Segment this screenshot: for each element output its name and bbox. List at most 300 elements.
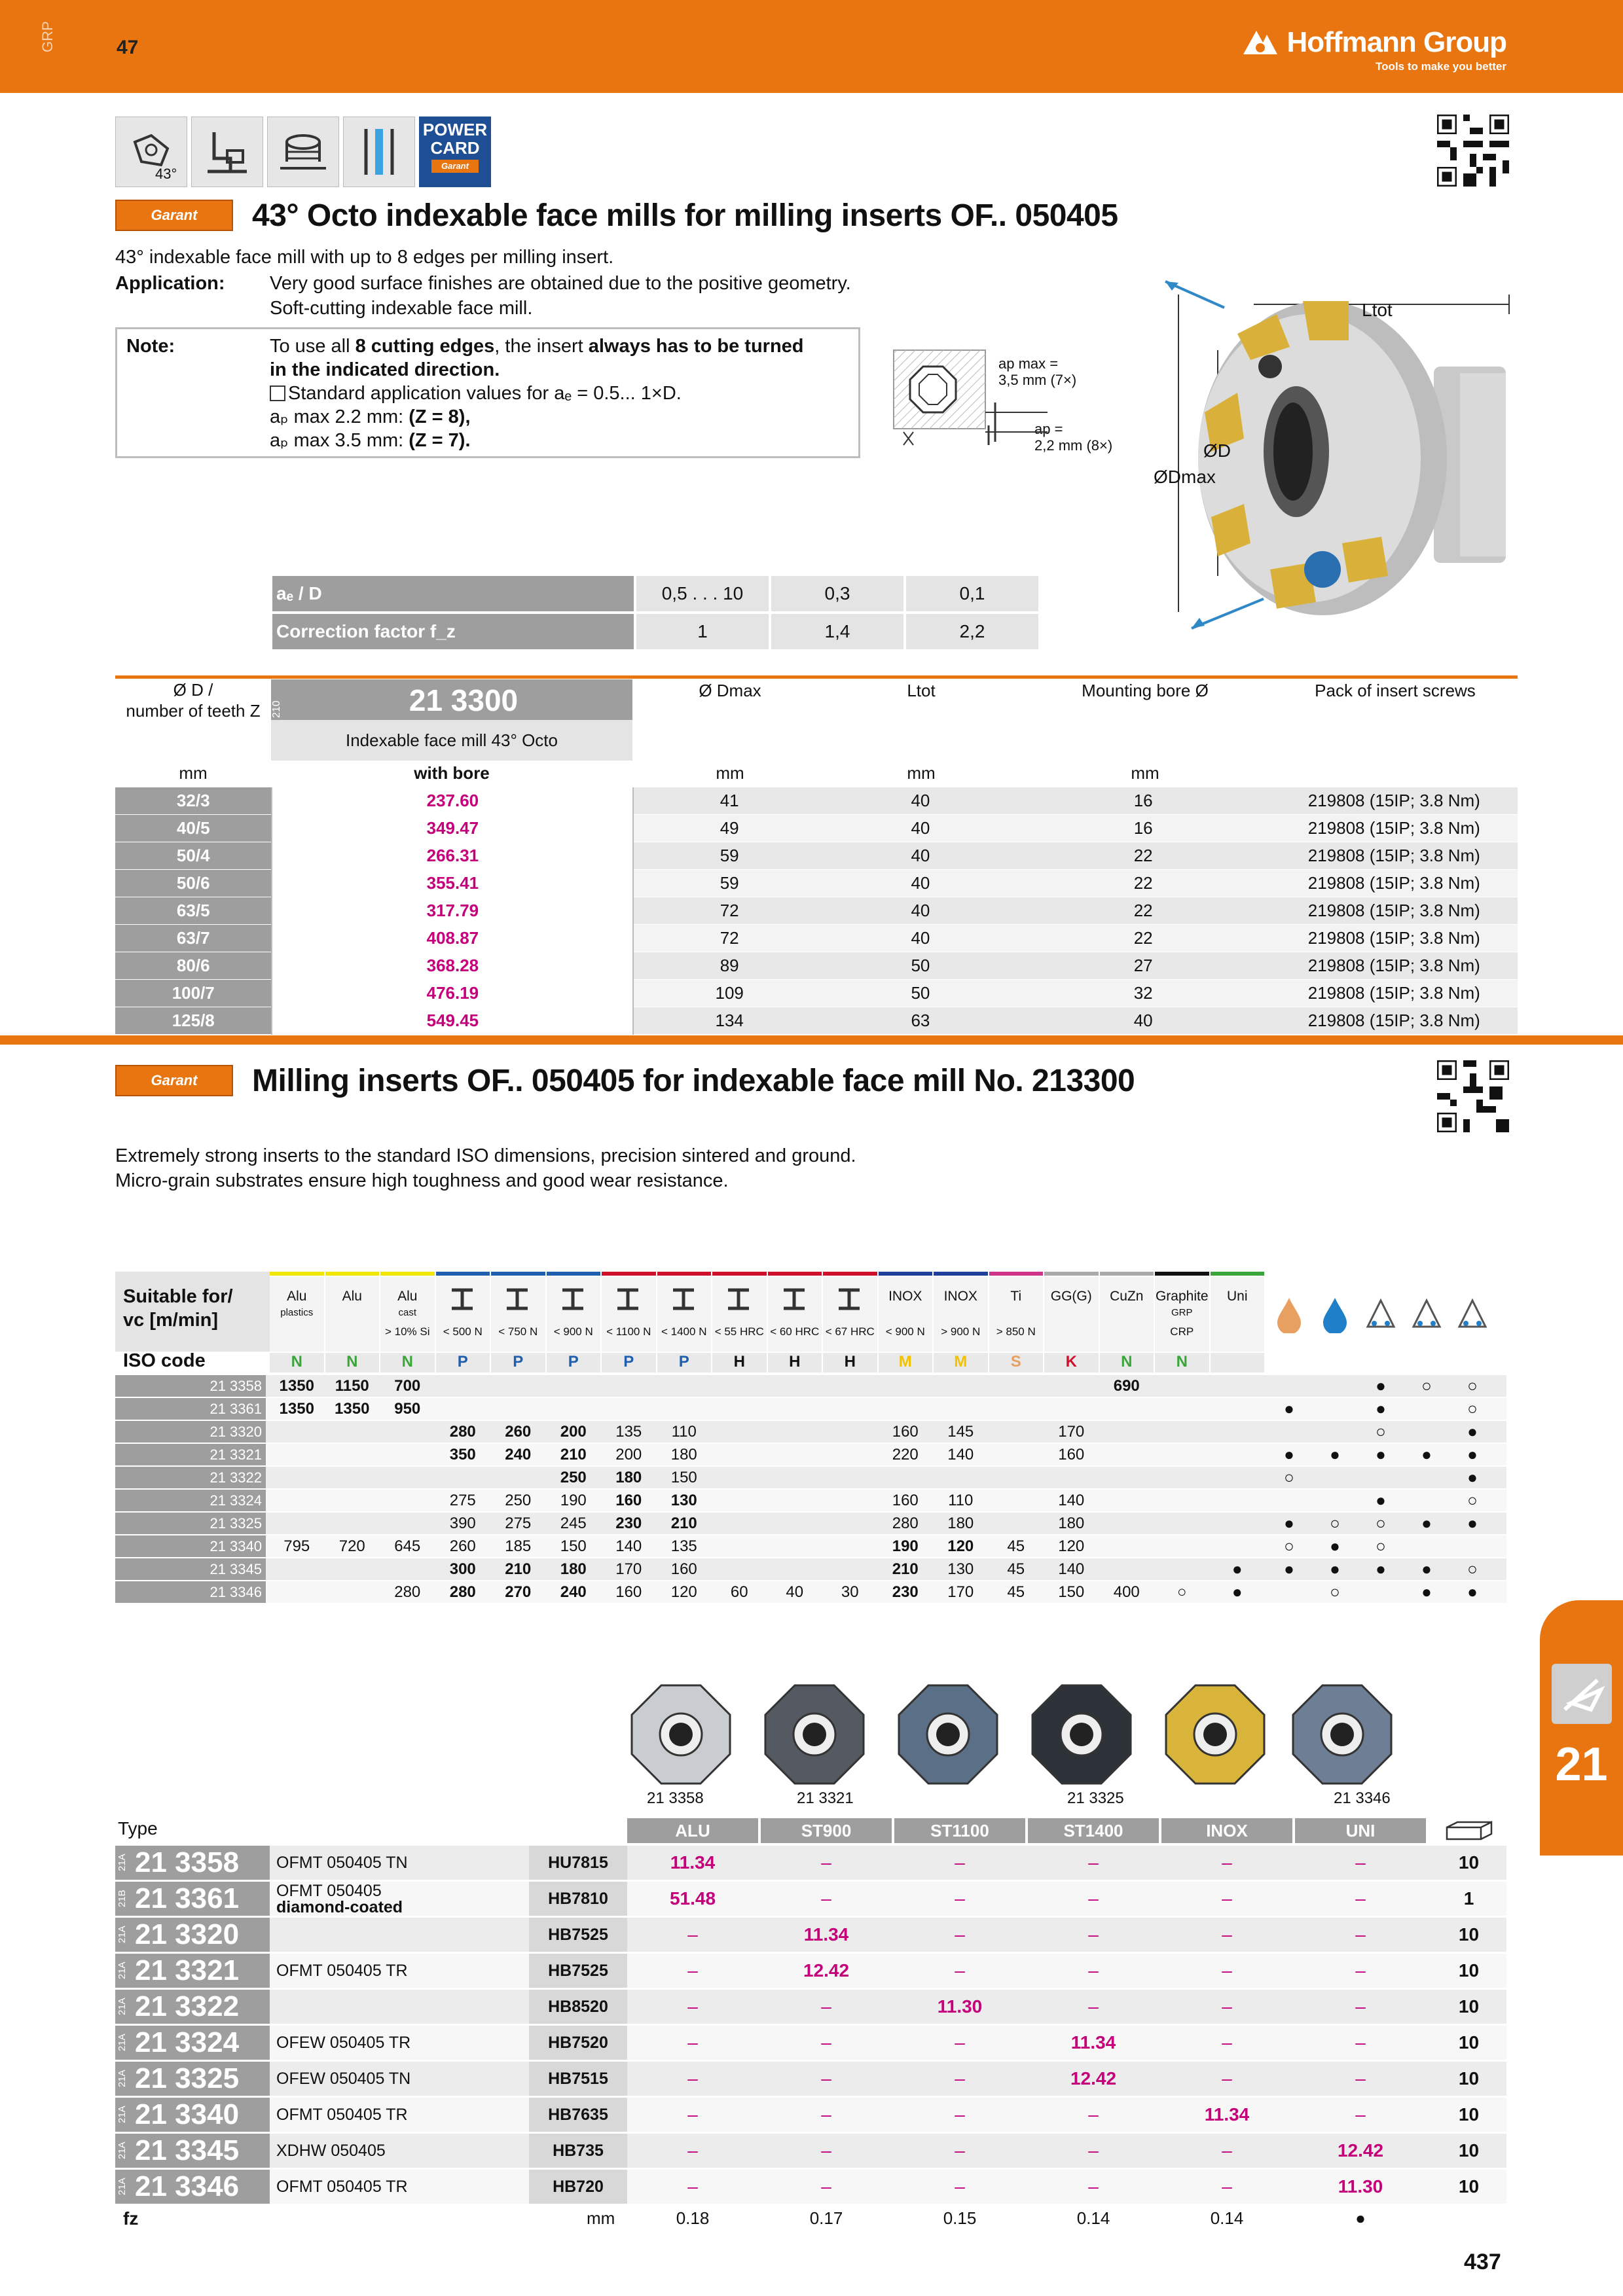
price-cell[interactable]: – xyxy=(687,2140,698,2161)
insert-photo-icon xyxy=(1163,1682,1267,1787)
vc-value: 45 xyxy=(1007,1560,1025,1578)
material-strength: > 900 N xyxy=(941,1325,981,1338)
ap-label: ap = 2,2 mm (8×) xyxy=(1034,421,1113,454)
mill-cell: 219808 (15IP; 3.8 Nm) xyxy=(1271,815,1518,842)
mill-table-row xyxy=(115,952,1518,980)
price-cell[interactable]: – xyxy=(955,2068,965,2089)
grade-code: HB7635 xyxy=(529,2098,627,2132)
air-blow-icon xyxy=(1453,1294,1492,1333)
mill-price[interactable]: 266.31 xyxy=(272,842,633,870)
article-number[interactable]: 21 3320 xyxy=(135,1918,240,1950)
price-cell[interactable]: – xyxy=(821,1852,831,1873)
oil-drop-icon xyxy=(1269,1294,1309,1333)
spray-icon xyxy=(1361,1294,1400,1333)
mill-diameter-teeth: 63/5 xyxy=(115,897,272,925)
mill-h-bore: Mounting bore Ø xyxy=(1082,681,1209,700)
price-cell[interactable]: – xyxy=(1088,1852,1099,1873)
price-cell[interactable]: – xyxy=(687,1924,698,1945)
mill-cell: 219808 (15IP; 3.8 Nm) xyxy=(1271,842,1518,870)
price-cell[interactable]: – xyxy=(1355,1852,1366,1873)
water-drop-icon xyxy=(1315,1294,1355,1333)
price-cell[interactable]: – xyxy=(687,2032,698,2053)
price-cell[interactable]: – xyxy=(1222,1888,1232,1909)
vc-value: 160 xyxy=(615,1583,642,1601)
price-cell[interactable]: – xyxy=(1088,1996,1099,2017)
price-cell[interactable]: 11.30 xyxy=(937,1996,983,2017)
vc-value: 180 xyxy=(1058,1515,1085,1532)
price-cell[interactable]: – xyxy=(687,1996,698,2017)
coolant-mark: ● xyxy=(1284,1559,1294,1579)
mill-cell: 72 xyxy=(633,897,825,925)
iso-code: H xyxy=(712,1353,767,1372)
coolant-mark: ● xyxy=(1376,1376,1386,1395)
pack-quantity: 10 xyxy=(1458,2032,1480,2053)
mill-cell: 22 xyxy=(1016,870,1271,897)
vc-value: 170 xyxy=(615,1560,642,1578)
mill-diameter-teeth: 50/6 xyxy=(115,870,272,897)
price-cell[interactable]: – xyxy=(1222,1924,1232,1945)
mill-u-mm2: mm xyxy=(716,763,744,783)
price-cell[interactable]: – xyxy=(1355,1960,1366,1981)
article-number[interactable]: 21 3358 xyxy=(135,1846,240,1878)
price-cell[interactable]: – xyxy=(821,2176,831,2197)
iso-code: P xyxy=(547,1353,601,1372)
mill-h-code: 210 xyxy=(271,679,295,740)
article-number[interactable]: 21 3345 xyxy=(135,2134,240,2166)
mill-table-row xyxy=(115,925,1518,952)
insert-designation: OFMT 050405 TR xyxy=(276,2178,408,2196)
article-number[interactable]: 21 3321 xyxy=(135,1954,240,1986)
mill-cell: 59 xyxy=(633,870,825,897)
price-cell[interactable]: – xyxy=(1222,2032,1232,2053)
price-cell[interactable]: – xyxy=(1088,2104,1099,2125)
section2-title: Milling inserts OF.. 050405 for indexable face mill No. 213300 xyxy=(252,1064,1135,1098)
mill-table-rule xyxy=(115,675,1518,679)
vc-value: 135 xyxy=(615,1423,642,1441)
vc-row-bg xyxy=(115,1375,1506,1397)
price-cell[interactable]: – xyxy=(955,1960,965,1981)
price-cell[interactable]: – xyxy=(1088,1960,1099,1981)
price-cell[interactable]: 12.42 xyxy=(1070,2068,1117,2089)
grade-code: HB7515 xyxy=(529,2062,627,2096)
iso-code: N xyxy=(380,1353,435,1372)
insert-photo-icon xyxy=(1290,1682,1395,1787)
note-line-2: in the indicated direction. xyxy=(270,359,500,380)
price-cell[interactable]: – xyxy=(955,1924,965,1945)
insert-designation: OFMT 050405 TR xyxy=(276,2106,408,2124)
price-cell[interactable]: – xyxy=(955,2176,965,2197)
price-cell[interactable]: 11.34 xyxy=(1070,2032,1116,2053)
article-prefix: 21A xyxy=(117,2034,128,2052)
mill-h-dmax: Ø Dmax xyxy=(699,681,761,700)
steel-beam-icon xyxy=(781,1287,807,1311)
note-line-1: To use all 8 cutting edges, the insert always has to be turned xyxy=(270,336,804,357)
vc-value: 130 xyxy=(947,1560,974,1578)
steel-beam-icon xyxy=(449,1287,475,1311)
material-strength: < 1100 N xyxy=(606,1325,651,1338)
application-icons xyxy=(115,117,491,187)
vc-value: 210 xyxy=(505,1560,532,1578)
mill-cell: 63 xyxy=(825,1007,1016,1035)
grade-code: HU7815 xyxy=(529,1846,627,1880)
coolant-mark: ● xyxy=(1421,1582,1432,1602)
article-number[interactable]: 21 3340 xyxy=(135,2098,240,2130)
fz-unit: mm xyxy=(587,2208,615,2228)
article-prefix: 21A xyxy=(117,1854,128,1872)
price-cell[interactable]: 11.30 xyxy=(1338,2176,1383,2197)
material-strength: CRP xyxy=(1170,1325,1194,1338)
coolant-mark: ○ xyxy=(1467,1490,1478,1510)
mill-cell: 40 xyxy=(825,815,1016,842)
price-cell[interactable]: – xyxy=(955,2140,965,2161)
price-cell[interactable]: – xyxy=(821,2032,831,2053)
mill-h-d: Ø D / number of teeth Z xyxy=(126,680,261,721)
price-cell[interactable]: – xyxy=(1222,2140,1232,2161)
coolant-mark: ● xyxy=(1467,1582,1478,1602)
vc-value: 1350 xyxy=(279,1400,314,1418)
coolant-mark: ○ xyxy=(1330,1582,1340,1602)
material-head: Alu xyxy=(397,1289,418,1304)
price-cell[interactable]: – xyxy=(1088,2176,1099,2197)
vc-value: 40 xyxy=(786,1583,804,1601)
vc-row-bg xyxy=(115,1421,1506,1443)
iso-code: K xyxy=(1044,1353,1099,1372)
article-number[interactable]: 21 3346 xyxy=(135,2170,240,2202)
coolant-mark: ○ xyxy=(1376,1513,1386,1533)
mill-price[interactable]: 317.79 xyxy=(272,897,633,925)
insert-designation: OFEW 050405 TR xyxy=(276,2034,411,2052)
article-number[interactable]: 21 3325 xyxy=(135,2062,240,2094)
vc-value: 210 xyxy=(892,1560,919,1578)
price-cell[interactable]: – xyxy=(1355,2104,1366,2125)
mill-table-row xyxy=(115,980,1518,1007)
material-color-band xyxy=(1100,1272,1154,1276)
insert-photo-icon xyxy=(896,1682,1000,1787)
iso-code: P xyxy=(602,1353,656,1372)
coolant-mark: ● xyxy=(1376,1399,1386,1418)
steel-beam-icon xyxy=(504,1287,530,1311)
uni-dot: ● xyxy=(1231,1582,1243,1602)
vc-value: 160 xyxy=(1058,1446,1085,1463)
mill-price[interactable]: 349.47 xyxy=(272,815,633,842)
mill-diameter-teeth: 100/7 xyxy=(115,980,272,1007)
insert-designation: OFMT 050405 xyxy=(276,1882,382,1900)
ae-d-value: 0,3 xyxy=(770,576,905,613)
mill-cell: 16 xyxy=(1016,815,1271,842)
iso-code xyxy=(1211,1353,1265,1372)
mill-cell: 89 xyxy=(633,952,825,980)
mill-h-screws: Pack of insert screws xyxy=(1315,681,1476,700)
insert-label-3: 21 3325 xyxy=(1067,1789,1124,1807)
vc-value: 160 xyxy=(892,1423,919,1441)
vc-value: 1350 xyxy=(279,1377,314,1395)
grade-code: HB7525 xyxy=(529,1954,627,1988)
price-cell[interactable]: – xyxy=(687,1960,698,1981)
price-cell[interactable]: – xyxy=(1355,1996,1366,2017)
insert-images xyxy=(629,1682,1395,1813)
iso-code: P xyxy=(657,1353,712,1372)
material-head: Ti xyxy=(1010,1289,1022,1304)
mill-diameter-teeth: 63/7 xyxy=(115,925,272,952)
grade-header: ALU xyxy=(627,1818,758,1843)
price-cell[interactable]: 11.34 xyxy=(670,1852,716,1873)
vc-value: 180 xyxy=(560,1560,587,1578)
price-cell[interactable]: – xyxy=(687,2104,698,2125)
material-color-band xyxy=(380,1272,435,1276)
insert-label-4: 21 3346 xyxy=(1334,1789,1391,1807)
coolant-mark: ● xyxy=(1376,1559,1386,1579)
article-number[interactable]: 21 3324 xyxy=(135,2026,240,2058)
mill-u-bore: with bore xyxy=(414,763,490,783)
grade-code: HB720 xyxy=(529,2170,627,2204)
mill-table xyxy=(115,787,1518,1035)
article-number[interactable]: 21 3361 xyxy=(135,1882,240,1914)
material-head: INOX xyxy=(943,1289,977,1304)
mill-h-desc: Indexable face mill 43° Octo xyxy=(271,720,632,761)
vc-value: 160 xyxy=(615,1492,642,1509)
iso-code: H xyxy=(768,1353,822,1372)
material-head: GG(G) xyxy=(1050,1289,1092,1304)
mill-cell: 40 xyxy=(825,787,1016,815)
price-cell[interactable]: 12.42 xyxy=(1337,2140,1384,2161)
vc-value: 150 xyxy=(670,1469,697,1486)
vc-value: 130 xyxy=(670,1492,697,1509)
price-cell[interactable]: – xyxy=(1355,2032,1366,2053)
coolant-mark: ● xyxy=(1284,1444,1294,1464)
insert-label-2: 21 3321 xyxy=(797,1789,854,1807)
price-cell[interactable]: – xyxy=(821,1888,831,1909)
mill-cell: 16 xyxy=(1016,787,1271,815)
application-text-1: Very good surface finishes are obtained due to the positive geometry. xyxy=(270,273,851,294)
dmax-label: ØDmax xyxy=(1154,467,1216,487)
material-strength: > 10% Si xyxy=(384,1325,430,1338)
mill-price[interactable]: 476.19 xyxy=(272,980,633,1007)
mill-cell: 22 xyxy=(1016,897,1271,925)
mill-cell: 27 xyxy=(1016,952,1271,980)
fz-value: 0.15 xyxy=(943,2208,977,2228)
chapter-tab[interactable] xyxy=(1540,1600,1623,1856)
fz-value: ● xyxy=(1355,2208,1366,2228)
material-strength: < 1400 N xyxy=(661,1325,707,1338)
vc-value: 400 xyxy=(1113,1583,1140,1601)
price-cell[interactable]: – xyxy=(1222,2068,1232,2089)
coolant-mark: ○ xyxy=(1330,1513,1340,1533)
coolant-mark: ● xyxy=(1467,1513,1478,1533)
mill-price[interactable]: 549.45 xyxy=(272,1007,633,1035)
price-cell[interactable]: – xyxy=(1355,1924,1366,1945)
price-cell[interactable]: – xyxy=(1355,2068,1366,2089)
vc-value: 700 xyxy=(394,1377,421,1395)
mill-cell: 219808 (15IP; 3.8 Nm) xyxy=(1271,952,1518,980)
grade-code: HB8520 xyxy=(529,1990,627,2024)
price-cell[interactable]: 51.48 xyxy=(669,1888,716,1909)
fz-value: 0.14 xyxy=(1210,2208,1244,2228)
vc-value: 150 xyxy=(1058,1583,1085,1601)
vc-value: 190 xyxy=(892,1537,919,1555)
material-head-sub: cast xyxy=(398,1307,416,1318)
mill-cell: 50 xyxy=(825,952,1016,980)
mill-diameter-teeth: 40/5 xyxy=(115,815,272,842)
material-strength: < 750 N xyxy=(498,1325,538,1338)
price-cell[interactable]: – xyxy=(1222,1960,1232,1981)
material-head: Alu xyxy=(287,1289,307,1304)
coolant-mark: ○ xyxy=(1284,1536,1294,1556)
material-strength: < 55 HRC xyxy=(714,1325,764,1338)
coolant-mark: ● xyxy=(1376,1444,1386,1464)
milling-icon xyxy=(1552,1664,1612,1724)
vc-value: 210 xyxy=(670,1515,697,1532)
vc-value: 45 xyxy=(1007,1583,1025,1601)
price-cell[interactable]: – xyxy=(1088,2140,1099,2161)
price-cell[interactable]: – xyxy=(1222,2176,1232,2197)
coolant-mark: ○ xyxy=(1421,1376,1432,1395)
mill-table-row xyxy=(115,815,1518,842)
face-milling-icon xyxy=(267,117,339,187)
qr-code-icon[interactable] xyxy=(1437,115,1509,187)
vc-value: 1150 xyxy=(335,1377,369,1395)
mill-cell: 40 xyxy=(825,842,1016,870)
vc-value: 1350 xyxy=(335,1400,370,1418)
material-head: Uni xyxy=(1226,1289,1248,1304)
vc-value: 120 xyxy=(947,1537,974,1555)
price-cell[interactable]: – xyxy=(955,2032,965,2053)
section2-desc-1: Extremely strong inserts to the standard ISO dimensions, precision sintered and ground. xyxy=(115,1145,856,1166)
insert-designation: OFMT 050405 TN xyxy=(276,1854,408,1872)
article-prefix: 21A xyxy=(117,2106,128,2124)
vc-value: 690 xyxy=(1113,1377,1140,1395)
pack-quantity: 10 xyxy=(1458,2104,1480,2125)
vc-value: 200 xyxy=(615,1446,642,1463)
mill-price[interactable]: 237.60 xyxy=(272,787,633,815)
ae-d-value: 0,1 xyxy=(905,576,1038,613)
vc-value: ○ xyxy=(1177,1583,1187,1601)
mill-cell: 219808 (15IP; 3.8 Nm) xyxy=(1271,925,1518,952)
coolant-mark: ○ xyxy=(1376,1422,1386,1441)
mill-cell: 59 xyxy=(633,842,825,870)
iso-code: P xyxy=(491,1353,545,1372)
coolant-mark: ○ xyxy=(1467,1559,1478,1579)
angle-43-icon: 43° xyxy=(115,117,187,187)
iso-code: P xyxy=(436,1353,490,1372)
mill-cell: 40 xyxy=(1016,1007,1271,1035)
steel-beam-icon xyxy=(836,1287,862,1311)
price-cell[interactable]: – xyxy=(955,1852,965,1873)
price-cell[interactable]: – xyxy=(955,2104,965,2125)
coolant-mark: ○ xyxy=(1467,1376,1478,1395)
power-card-badge: POWER CARD Garant xyxy=(419,117,491,187)
vc-value: 300 xyxy=(449,1560,476,1578)
note-line-4: aₚ max 2.2 mm: (Z = 8), xyxy=(270,406,471,427)
price-cell[interactable]: – xyxy=(1222,1852,1232,1873)
price-cell[interactable]: – xyxy=(1088,1888,1099,1909)
ae-d-value: 0,5 . . . 10 xyxy=(635,576,770,613)
price-cell[interactable]: – xyxy=(1355,1888,1366,1909)
price-cell[interactable]: – xyxy=(955,1888,965,1909)
pack-quantity: 10 xyxy=(1458,2068,1480,2089)
mill-cell: 22 xyxy=(1016,925,1271,952)
price-cell[interactable]: – xyxy=(1222,1996,1232,2017)
vc-value: 245 xyxy=(560,1515,587,1532)
note-line-3: Standard application values for aₑ = 0.5... 1×D. xyxy=(270,382,682,406)
vc-value: 60 xyxy=(730,1583,748,1601)
vc-value: 110 xyxy=(948,1492,974,1509)
price-cell[interactable]: 12.42 xyxy=(803,1960,850,1981)
article-prefix: 21B xyxy=(117,1890,128,1908)
coolant-mark: ○ xyxy=(1467,1399,1478,1418)
side-code: GRP xyxy=(39,21,56,52)
price-cell[interactable]: – xyxy=(821,2140,831,2161)
pack-quantity: 10 xyxy=(1458,1852,1480,1873)
pack-quantity: 10 xyxy=(1458,1960,1480,1981)
mill-price[interactable]: 355.41 xyxy=(272,870,633,897)
grade-header: ST900 xyxy=(761,1818,892,1843)
mill-cell: 49 xyxy=(633,815,825,842)
coolant-mark: ● xyxy=(1421,1559,1432,1579)
mill-u-mm: mm xyxy=(179,763,208,783)
section1-title: 43° Octo indexable face mills for milling inserts OF.. 050405 xyxy=(252,198,1118,233)
info-book-icon xyxy=(270,386,285,401)
vc-value: 795 xyxy=(283,1537,310,1555)
price-cell[interactable]: – xyxy=(821,2068,831,2089)
price-cell[interactable]: – xyxy=(687,2068,698,2089)
vc-label-1: Suitable for/ xyxy=(123,1286,233,1307)
iso-code: N xyxy=(325,1353,380,1372)
price-cell[interactable]: – xyxy=(1088,1924,1099,1945)
vc-value: 275 xyxy=(505,1515,532,1532)
price-cell[interactable]: – xyxy=(687,2176,698,2197)
pack-quantity: 10 xyxy=(1458,2176,1480,2197)
vc-value: 220 xyxy=(892,1446,919,1463)
material-color-band xyxy=(1044,1272,1099,1276)
iso-code: M xyxy=(934,1353,988,1372)
article-prefix: 21A xyxy=(117,2142,128,2160)
grade-code: HB7525 xyxy=(529,1918,627,1952)
ap-dimension-lines xyxy=(982,393,1054,452)
grade-code: HB7520 xyxy=(529,2026,627,2060)
mill-diameter-teeth: 125/8 xyxy=(115,1007,272,1035)
vc-value: 30 xyxy=(841,1583,859,1601)
vc-value: 250 xyxy=(505,1492,532,1509)
material-color-band xyxy=(491,1272,545,1276)
material-color-band xyxy=(1211,1272,1265,1276)
price-cell[interactable]: – xyxy=(821,1996,831,2017)
insert-price-table xyxy=(115,1818,1506,2250)
vc-value: 185 xyxy=(505,1537,532,1555)
mill-price[interactable]: 368.28 xyxy=(272,952,633,980)
vc-value: 645 xyxy=(394,1537,421,1555)
mill-diameter-teeth: 32/3 xyxy=(115,787,272,815)
price-cell[interactable]: – xyxy=(821,2104,831,2125)
section-divider xyxy=(0,1035,1623,1045)
price-cell[interactable]: 11.34 xyxy=(1204,2104,1250,2125)
mill-table-row xyxy=(115,787,1518,815)
mill-price[interactable]: 408.87 xyxy=(272,925,633,952)
vc-article: 21 3324 xyxy=(115,1490,266,1511)
qr-code-icon-2[interactable] xyxy=(1437,1060,1509,1132)
material-color-band xyxy=(547,1272,601,1276)
vc-value: 45 xyxy=(1007,1537,1025,1555)
insert-photo-icon xyxy=(629,1682,733,1787)
price-cell[interactable]: 11.34 xyxy=(803,1924,849,1945)
vc-value: 260 xyxy=(449,1537,476,1555)
article-number[interactable]: 21 3322 xyxy=(135,1990,240,2022)
coolant-mark: ○ xyxy=(1376,1536,1386,1556)
material-color-band xyxy=(657,1272,712,1276)
iso-label: ISO code xyxy=(123,1350,206,1371)
material-color-band xyxy=(325,1272,380,1276)
material-color-band xyxy=(879,1272,933,1276)
vc-value: 140 xyxy=(1058,1560,1085,1578)
